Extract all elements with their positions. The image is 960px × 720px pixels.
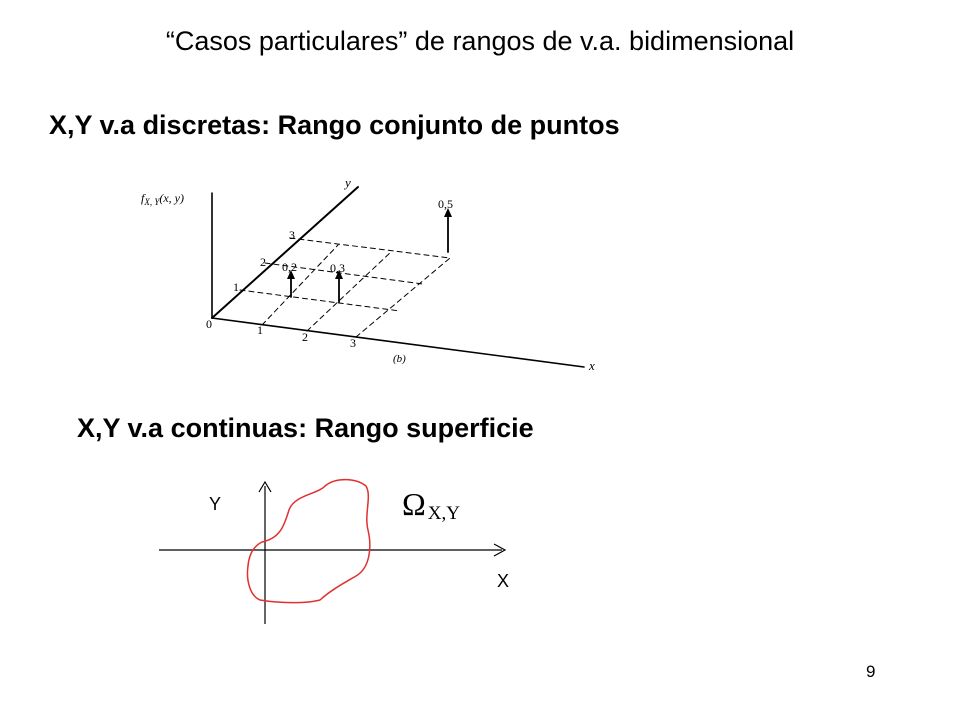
y-axis bbox=[212, 187, 358, 318]
y-tick-label: 3 bbox=[289, 228, 295, 242]
page-number: 9 bbox=[866, 662, 876, 681]
origin-label: 0 bbox=[206, 317, 212, 331]
x-tick-label: 3 bbox=[350, 336, 356, 350]
heading-continuous: X,Y v.a continuas: Rango superficie bbox=[77, 413, 534, 443]
y-tick-label: 1 bbox=[233, 280, 239, 294]
region-label: Ω X,Y bbox=[402, 486, 460, 524]
point-label: 0,5 bbox=[438, 197, 453, 211]
point-label: 0,2 bbox=[282, 260, 297, 274]
y-axis-label: Y bbox=[209, 494, 222, 514]
grid-lines bbox=[240, 238, 450, 337]
figure-caption: (b) bbox=[393, 353, 406, 365]
x-axis-label: X bbox=[497, 571, 510, 591]
x-tick-label: 2 bbox=[302, 330, 308, 344]
y-tick-label: 2 bbox=[260, 255, 266, 269]
x-tick-label: 1 bbox=[257, 323, 263, 337]
slide-title: “Casos particulares” de rangos de v.a. bidimensional bbox=[165, 26, 795, 56]
z-axis-label: $f_{X, Y}(x$, y) bbox=[141, 191, 185, 207]
x-axis-label: x bbox=[589, 358, 595, 373]
heading-discrete: X,Y v.a discretas: Rango conjunto de puntos bbox=[49, 110, 620, 140]
point-label: 0,3 bbox=[330, 261, 345, 275]
y-axis-label: y bbox=[345, 175, 351, 190]
